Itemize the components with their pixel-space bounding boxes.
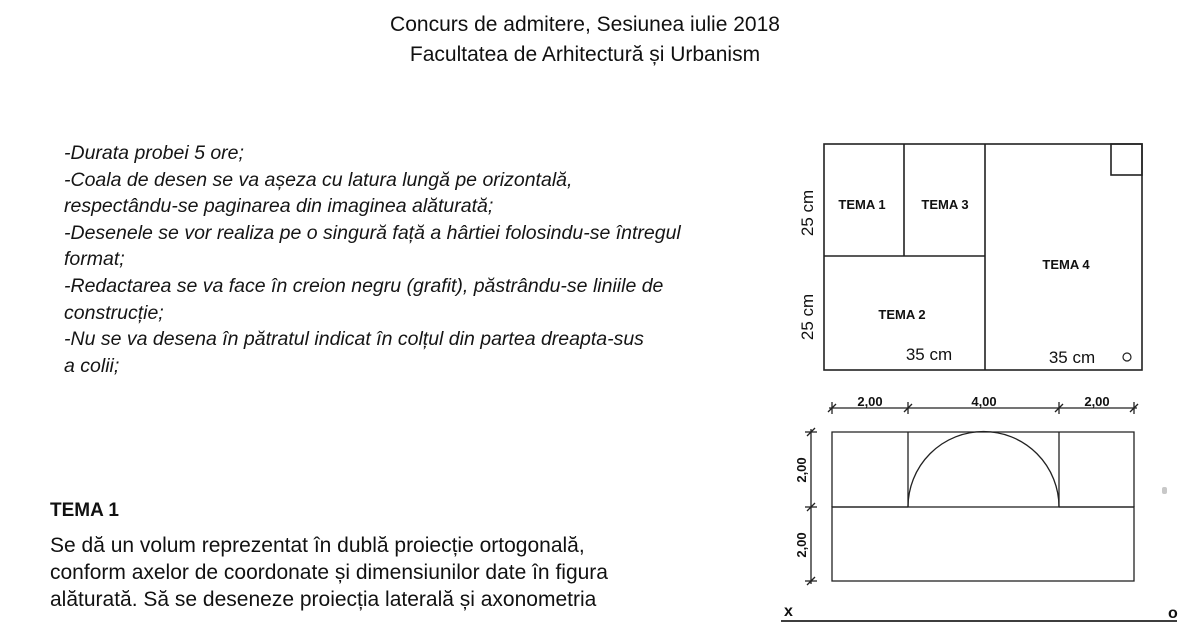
dim-lower-label: 2,00	[794, 532, 809, 558]
axis-x-label: x	[784, 603, 793, 620]
elevation-outline	[832, 432, 1134, 507]
plan-outline	[832, 507, 1134, 581]
axis-o-label: o	[1168, 605, 1178, 622]
width-right-label: 35 cm	[1048, 348, 1096, 367]
dim-upper-label: 2,00	[794, 457, 809, 483]
tema1-line: Se dă un volum reprezentat în dublă proiecție ortogonală,	[50, 534, 585, 557]
instruction-line: a colii;	[64, 354, 120, 377]
dim-left-label: 2,00	[857, 394, 883, 409]
height-bottom-label: 25 cm	[798, 293, 817, 341]
dim-center-label: 4,00	[971, 394, 997, 409]
instruction-line: -Desenele se vor realiza pe o singură față a hârtiei folosindu-se întregul	[64, 221, 681, 244]
faculty-name: Facultatea de Arhitectură și Urbanism	[409, 43, 761, 66]
tema1-line: conform axelor de coordonate și dimensiunilor date în figura	[50, 561, 608, 584]
instruction-line: -Redactarea se va face în creion negru (grafit), păstrându-se liniile de	[64, 274, 664, 297]
height-top-label: 25 cm	[798, 189, 817, 237]
tema4-label: TEMA 4	[1042, 257, 1090, 272]
tema1-line: alăturată. Să se deseneze proiecția laterală și axonometria	[50, 588, 597, 611]
tema1-label: TEMA 1	[838, 197, 886, 212]
instruction-line: respectându-se paginarea din imaginea alăturată;	[64, 195, 494, 218]
exam-title: Concurs de admitere, Sesiunea iulie 2018	[390, 13, 780, 36]
instruction-line: -Coala de desen se va așeza cu latura lungă pe orizontală,	[64, 168, 573, 191]
tema1-heading: TEMA 1	[50, 500, 119, 521]
tema3-label: TEMA 3	[921, 197, 969, 212]
tema2-label: TEMA 2	[878, 307, 926, 322]
scan-mark	[1162, 487, 1167, 494]
instruction-line: format;	[64, 248, 125, 271]
dim-right-label: 2,00	[1084, 394, 1110, 409]
instruction-line: construcție;	[64, 301, 164, 324]
arch-curve	[908, 432, 1059, 508]
instruction-line: -Nu se va desena în pătratul indicat în colțul din partea dreapta-sus	[64, 328, 644, 351]
width-left-label: 35 cm	[905, 345, 953, 364]
instruction-line: -Durata probei 5 ore;	[64, 142, 244, 164]
